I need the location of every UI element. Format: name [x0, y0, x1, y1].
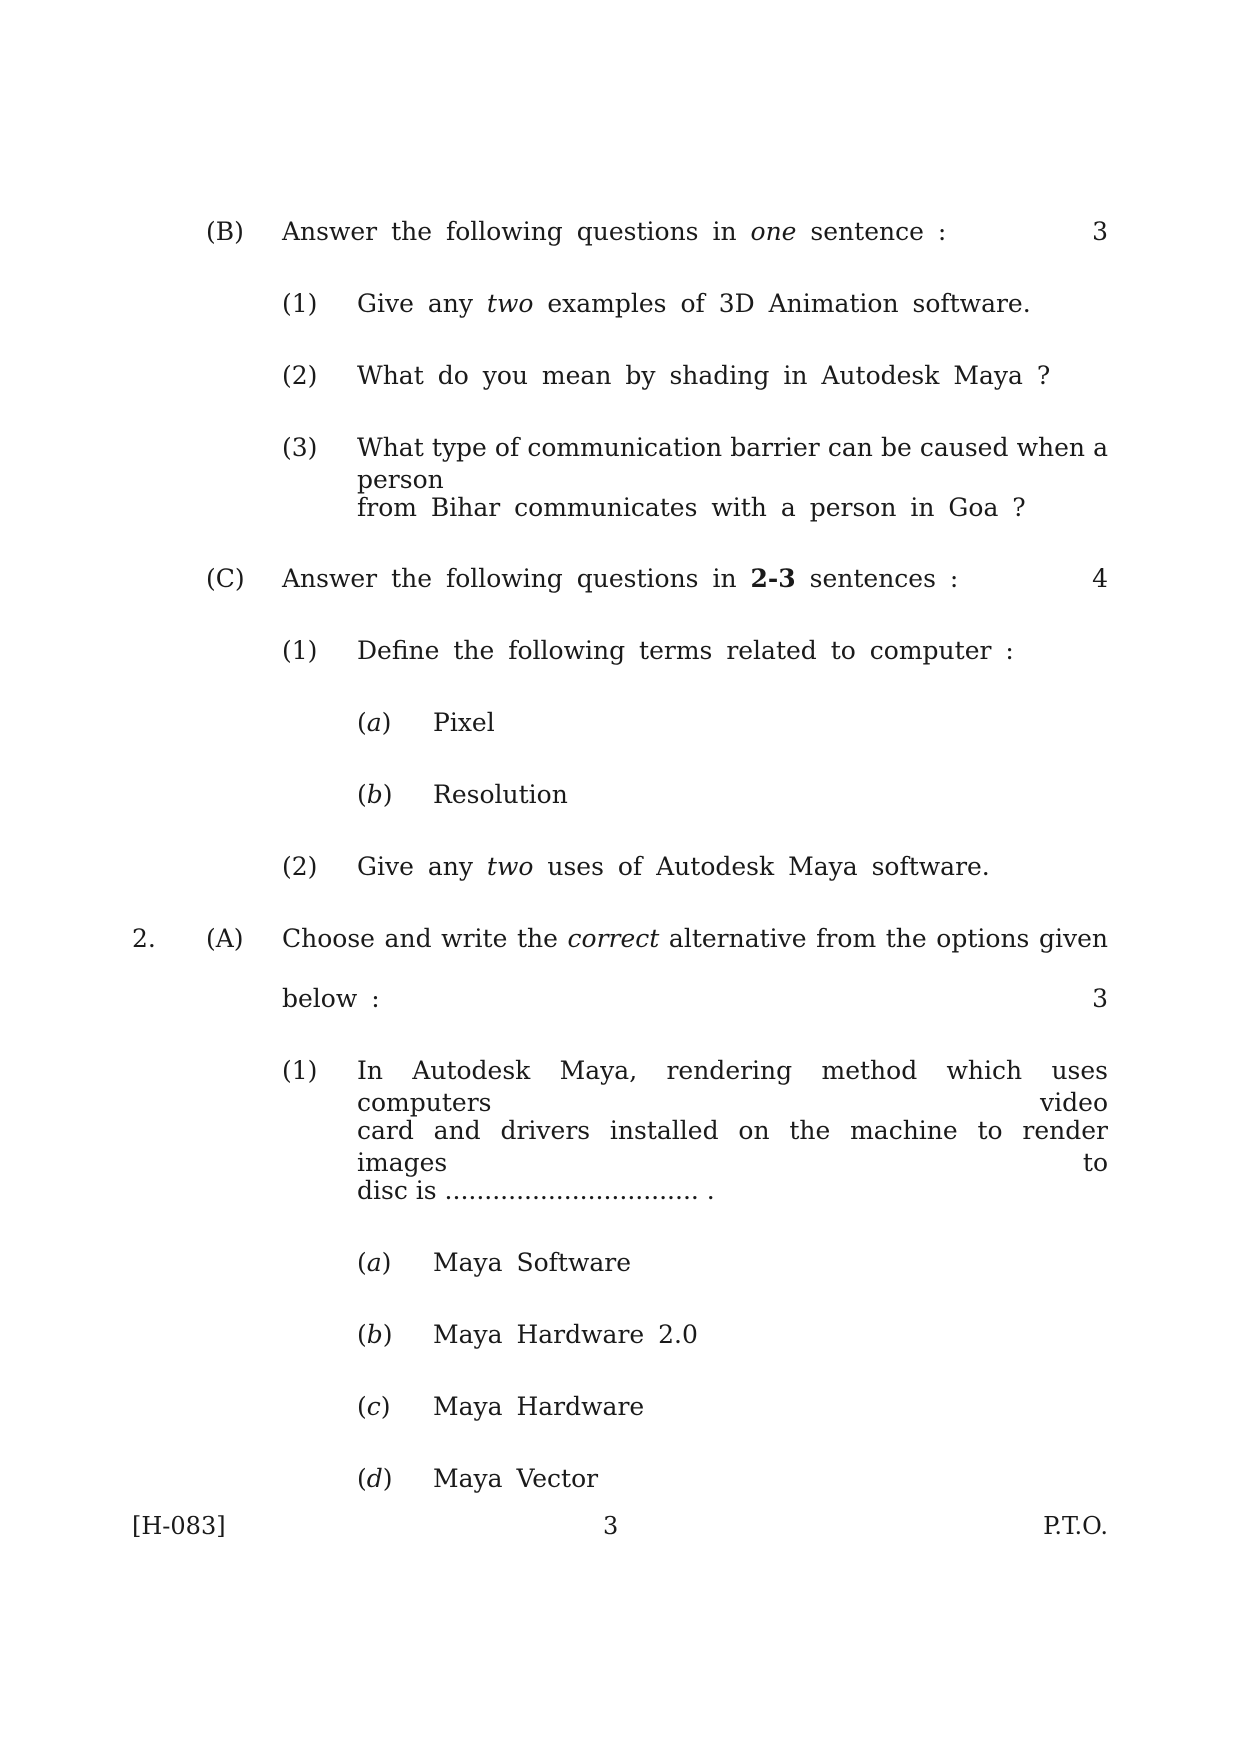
- question-2-line1-pre: Choose and write the: [282, 924, 558, 953]
- footer-paper-code: [H-083]: [132, 1512, 226, 1540]
- question-2-section-a-line2: below :: [282, 984, 380, 1013]
- section-c-q2-number: (2): [282, 852, 318, 881]
- question-2-q1-line2: card and drivers installed on the machine to render images to: [357, 1116, 1108, 1177]
- section-b-instruction-post: sentence :: [810, 217, 947, 246]
- section-b-q2-text: What do you mean by shading in Autodesk Maya ?: [357, 361, 1051, 390]
- section-b-label: (B): [206, 217, 244, 246]
- question-2-option-c-letter: c: [366, 1392, 381, 1421]
- section-c-q1-option-b-letter: b: [366, 780, 383, 809]
- section-b-instruction-emphasis: one: [750, 217, 797, 246]
- question-2-section-a-label: (A): [206, 924, 244, 953]
- section-c-q1-option-a-text: Pixel: [433, 708, 495, 737]
- section-c-q2-pre: Give any: [357, 852, 473, 881]
- question-2-option-d-letter: d: [366, 1464, 383, 1493]
- question-2-option-c-label: (c): [357, 1392, 391, 1421]
- section-b-q1-pre: Give any: [357, 289, 473, 318]
- section-b-instruction: [282, 216, 946, 248]
- question-2-option-b-letter: b: [366, 1320, 383, 1349]
- footer-pto: P.T.O.: [1043, 1512, 1108, 1540]
- section-b-q3-line2: from Bihar communicates with a person in Goa ?: [357, 493, 1026, 522]
- question-2-line1-post: alternative from the options given: [668, 924, 1108, 953]
- section-b-instruction-pre: Answer the following questions in: [282, 217, 737, 246]
- question-2-option-d-label: (d): [357, 1464, 393, 1493]
- section-c-q1-text: Define the following terms related to computer :: [357, 636, 1014, 665]
- section-c-instruction: [282, 563, 958, 595]
- section-c-instruction-strong: 2-3: [750, 564, 796, 593]
- question-2-section-a-line1: [282, 923, 1108, 955]
- question-2-option-b-label: (b): [357, 1320, 393, 1349]
- section-b-q2-number: (2): [282, 361, 318, 390]
- section-b-q1-emphasis: two: [486, 289, 534, 318]
- section-b-q1-text: [357, 288, 1031, 320]
- section-c-q1-option-b-text: Resolution: [433, 780, 568, 809]
- section-b-q3-line1: What type of communication barrier can be caused when a person: [357, 433, 1108, 494]
- question-2-option-a-letter: a: [366, 1248, 382, 1277]
- footer-page-number: 3: [603, 1512, 619, 1540]
- section-c-label: (C): [206, 564, 245, 593]
- question-2-option-b-text: Maya Hardware 2.0: [433, 1320, 698, 1349]
- section-b-marks: 3: [1092, 217, 1108, 246]
- question-2-q1-line1: In Autodesk Maya, rendering method which uses computers video: [357, 1056, 1108, 1117]
- section-b-q1-number: (1): [282, 289, 318, 318]
- question-2-section-a-marks: 3: [1092, 984, 1108, 1013]
- section-b-q3-number: (3): [282, 433, 318, 462]
- section-b-q1-post: examples of 3D Animation software.: [547, 289, 1031, 318]
- section-c-q1-number: (1): [282, 636, 318, 665]
- question-2-q1-line3: disc is ................................ .: [357, 1176, 715, 1205]
- question-2-option-a-label: (a): [357, 1248, 392, 1277]
- section-c-instruction-pre: Answer the following questions in: [282, 564, 737, 593]
- section-c-instruction-post: sentences :: [809, 564, 959, 593]
- question-2-q1-number: (1): [282, 1056, 318, 1085]
- question-2-option-d-text: Maya Vector: [433, 1464, 599, 1493]
- section-c-q2-post: uses of Autodesk Maya software.: [547, 852, 990, 881]
- section-c-q2-emphasis: two: [486, 852, 534, 881]
- question-2-option-c-text: Maya Hardware: [433, 1392, 645, 1421]
- section-c-q1-option-a-letter: a: [366, 708, 382, 737]
- question-2-option-a-text: Maya Software: [433, 1248, 632, 1277]
- section-c-marks: 4: [1092, 564, 1108, 593]
- section-c-q1-option-b-label: (b): [357, 780, 393, 809]
- section-c-q2-text: [357, 851, 990, 883]
- question-2-number: 2.: [132, 924, 156, 953]
- section-c-q1-option-a-label: (a): [357, 708, 392, 737]
- question-2-line1-emphasis: correct: [567, 924, 660, 953]
